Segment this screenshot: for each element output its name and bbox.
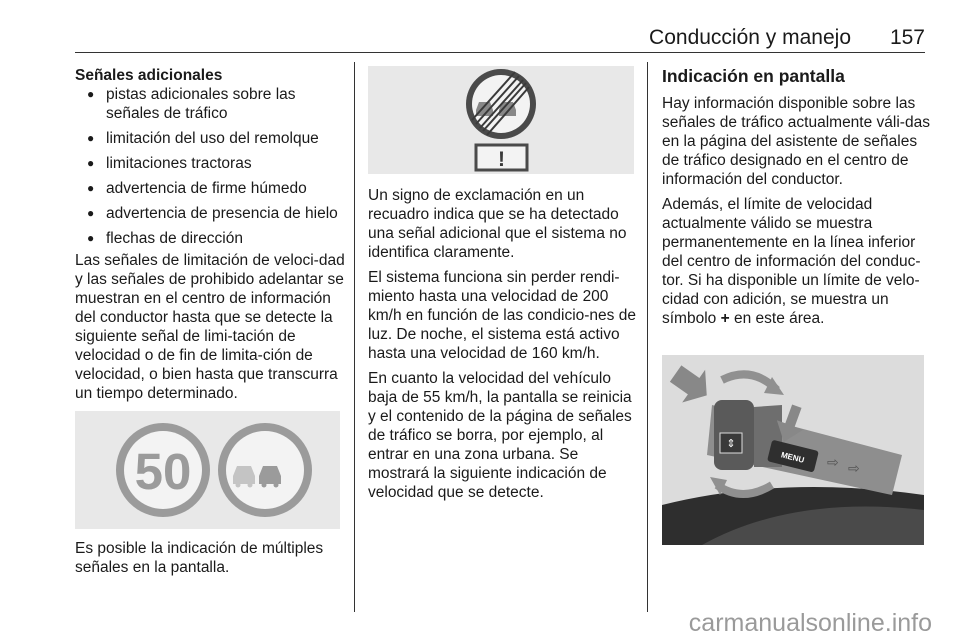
no-overtaking-sign-icon <box>218 423 312 517</box>
page-number: 157 <box>889 26 925 49</box>
svg-text:MENU: MENU <box>780 450 806 465</box>
paragraph: Las señales de limitación de veloci-dad y las señales de prohibido adelantar se muestran en el centro de información del conductor hasta que se detecte la siguiente señal de limi-tación de velocidad o de fin de limita-ción de velocidad, o bien hasta que transcurra un tiempo determinado. <box>75 252 345 402</box>
paragraph: Un signo de exclamación en un recuadro indica que se ha detectado una señal adicional que el sistema no identifica claramente. <box>368 187 627 261</box>
paragraph: El sistema funciona sin perder rendi-miento hasta una velocidad de 200 km/h en función de las condicio-nes de luz. De noche, el sistema está activo hasta una velocidad de 160 km/h. <box>368 269 636 362</box>
speed-limit-sign-icon <box>116 423 210 517</box>
bullet-list <box>75 85 345 248</box>
column-divider <box>354 62 355 612</box>
header-rule <box>75 52 925 53</box>
column-1 <box>75 66 345 577</box>
figure-turn-signal-stalk <box>662 345 932 545</box>
column-divider <box>647 62 648 612</box>
figure-traffic-signs <box>75 411 345 529</box>
column-2 <box>368 66 638 502</box>
column-3 <box>662 66 932 545</box>
svg-text:⇕: ⇕ <box>726 438 736 450</box>
plus-symbol: + <box>720 310 730 327</box>
paragraph-text: Además, el límite de velocidad actualmente válido se muestra permanentemente en la línea inferior del centro de información del conduc-tor. Si ha disponible un límite de velo-cidad con adición, se muestra un símbolo <box>662 196 921 327</box>
list-item: ● advertencia de firme húmedo <box>75 179 345 198</box>
paragraph-text: en este área. <box>733 310 825 327</box>
end-of-restriction-sign-icon <box>466 69 536 139</box>
section-title: Conducción y manejo <box>649 26 851 49</box>
list-item: ● flechas de dirección <box>75 229 345 248</box>
svg-text:⇨: ⇨ <box>848 460 860 476</box>
watermark: carmanualsonline.info <box>688 609 932 637</box>
paragraph <box>662 195 932 328</box>
paragraph: En cuanto la velocidad del vehículo baja de 55 km/h, la pantalla se reinicia y el contenido de la página de señales de tráfico se borra, por ejemplo, al entrar en una zona urbana. Se mostrará la siguiente indicación de velocidad que se detecte. <box>368 370 632 501</box>
exclamation-mark: ! <box>498 148 505 171</box>
subheading-display: Indicación en pantalla <box>662 66 845 86</box>
list-item: ● limitaciones tractoras <box>75 154 345 173</box>
paragraph: Hay información disponible sobre las señales de tráfico actualmente váli-das en la página del asistente de señales de tráfico designado en el centro de información del conductor. <box>662 95 930 188</box>
speed-limit-value: 50 <box>134 443 192 500</box>
figure-end-no-overtaking-sign <box>368 66 638 174</box>
list-item: ● limitación del uso del remolque <box>75 129 345 148</box>
subheading-additional-signs: Señales adicionales <box>75 67 223 84</box>
page-header <box>75 26 925 50</box>
exclamation-sign-icon <box>476 145 527 171</box>
list-item: ● pistas adicionales sobre las señales de tráfico <box>75 85 345 123</box>
paragraph: Es posible la indicación de múltiples señales en la pantalla. <box>75 540 324 576</box>
list-item: ● advertencia de presencia de hielo <box>75 204 345 223</box>
svg-text:⇨: ⇨ <box>827 454 839 470</box>
